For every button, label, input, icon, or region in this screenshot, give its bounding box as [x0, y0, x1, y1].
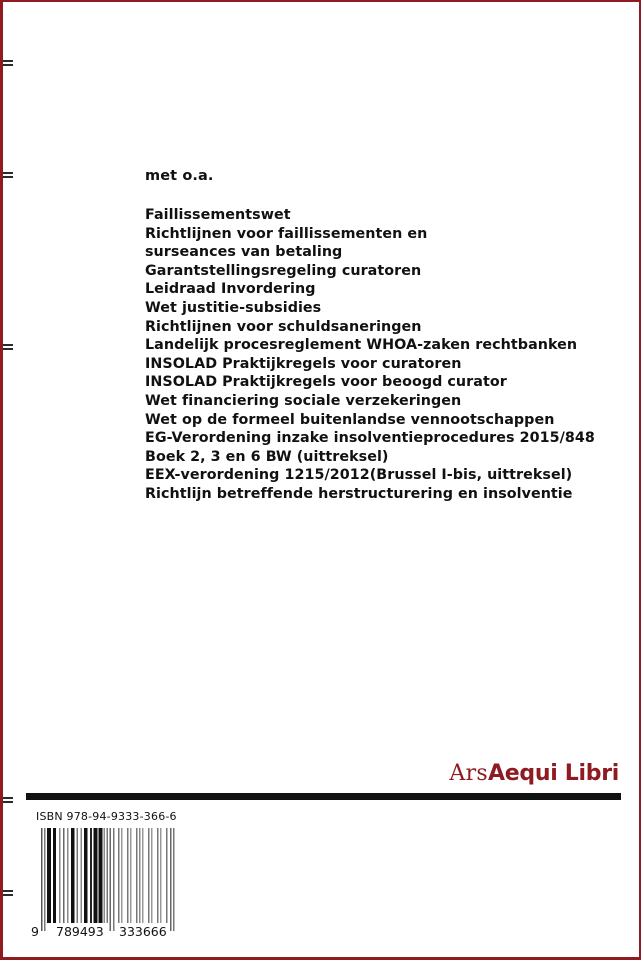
margin-mark-icon: [3, 172, 13, 178]
list-item: EG-Verordening inzake insolventieprocedures 2015/848: [145, 430, 595, 447]
barcode-icon: [40, 828, 180, 931]
margin-mark-icon: [3, 60, 13, 66]
list-item: EEX-verordening 1215/2012(Brussel I-bis, uittreksel): [145, 467, 573, 484]
barcode-right-digits: 333666: [119, 924, 167, 939]
publisher-name-ars: Ars: [449, 761, 489, 786]
barcode-left-digits: 789493: [56, 924, 104, 939]
contents-intro: met o.a.: [145, 168, 214, 184]
list-item: surseances van betaling: [145, 244, 343, 261]
list-item: Wet financiering sociale verzekeringen: [145, 392, 462, 409]
publisher-name-aequi-libri: Aequi Libri: [488, 761, 619, 786]
list-item: Richtlijnen voor faillissementen en: [145, 225, 428, 242]
list-item: INSOLAD Praktijkregels voor beoogd curator: [145, 374, 507, 391]
included-laws-list: [145, 206, 595, 504]
list-item: Wet op de formeel buitenlandse vennootschappen: [145, 411, 555, 428]
margin-mark-icon: [3, 797, 13, 803]
isbn-label: ISBN 978-94-9333-366-6: [36, 810, 177, 823]
margin-mark-icon: [3, 890, 13, 896]
list-item: Leidraad Invordering: [145, 281, 316, 298]
horizontal-rule: [26, 793, 621, 800]
list-item: Landelijk procesreglement WHOA-zaken rechtbanken: [145, 337, 578, 354]
list-item: INSOLAD Praktijkregels voor curatoren: [145, 355, 462, 372]
list-item: Faillissementswet: [145, 207, 291, 223]
list-item: Wet justitie-subsidies: [145, 299, 322, 316]
margin-mark-icon: [3, 344, 13, 350]
list-item: Garantstellingsregeling curatoren: [145, 262, 422, 279]
publisher-logo: [449, 761, 619, 786]
list-item: Richtlijn betreffende herstructurering en insolventie: [145, 485, 573, 502]
list-item: Richtlijnen voor schuldsaneringen: [145, 318, 422, 335]
barcode-lead-digit: 9: [31, 924, 39, 939]
list-item: Boek 2, 3 en 6 BW (uittreksel): [145, 448, 389, 465]
